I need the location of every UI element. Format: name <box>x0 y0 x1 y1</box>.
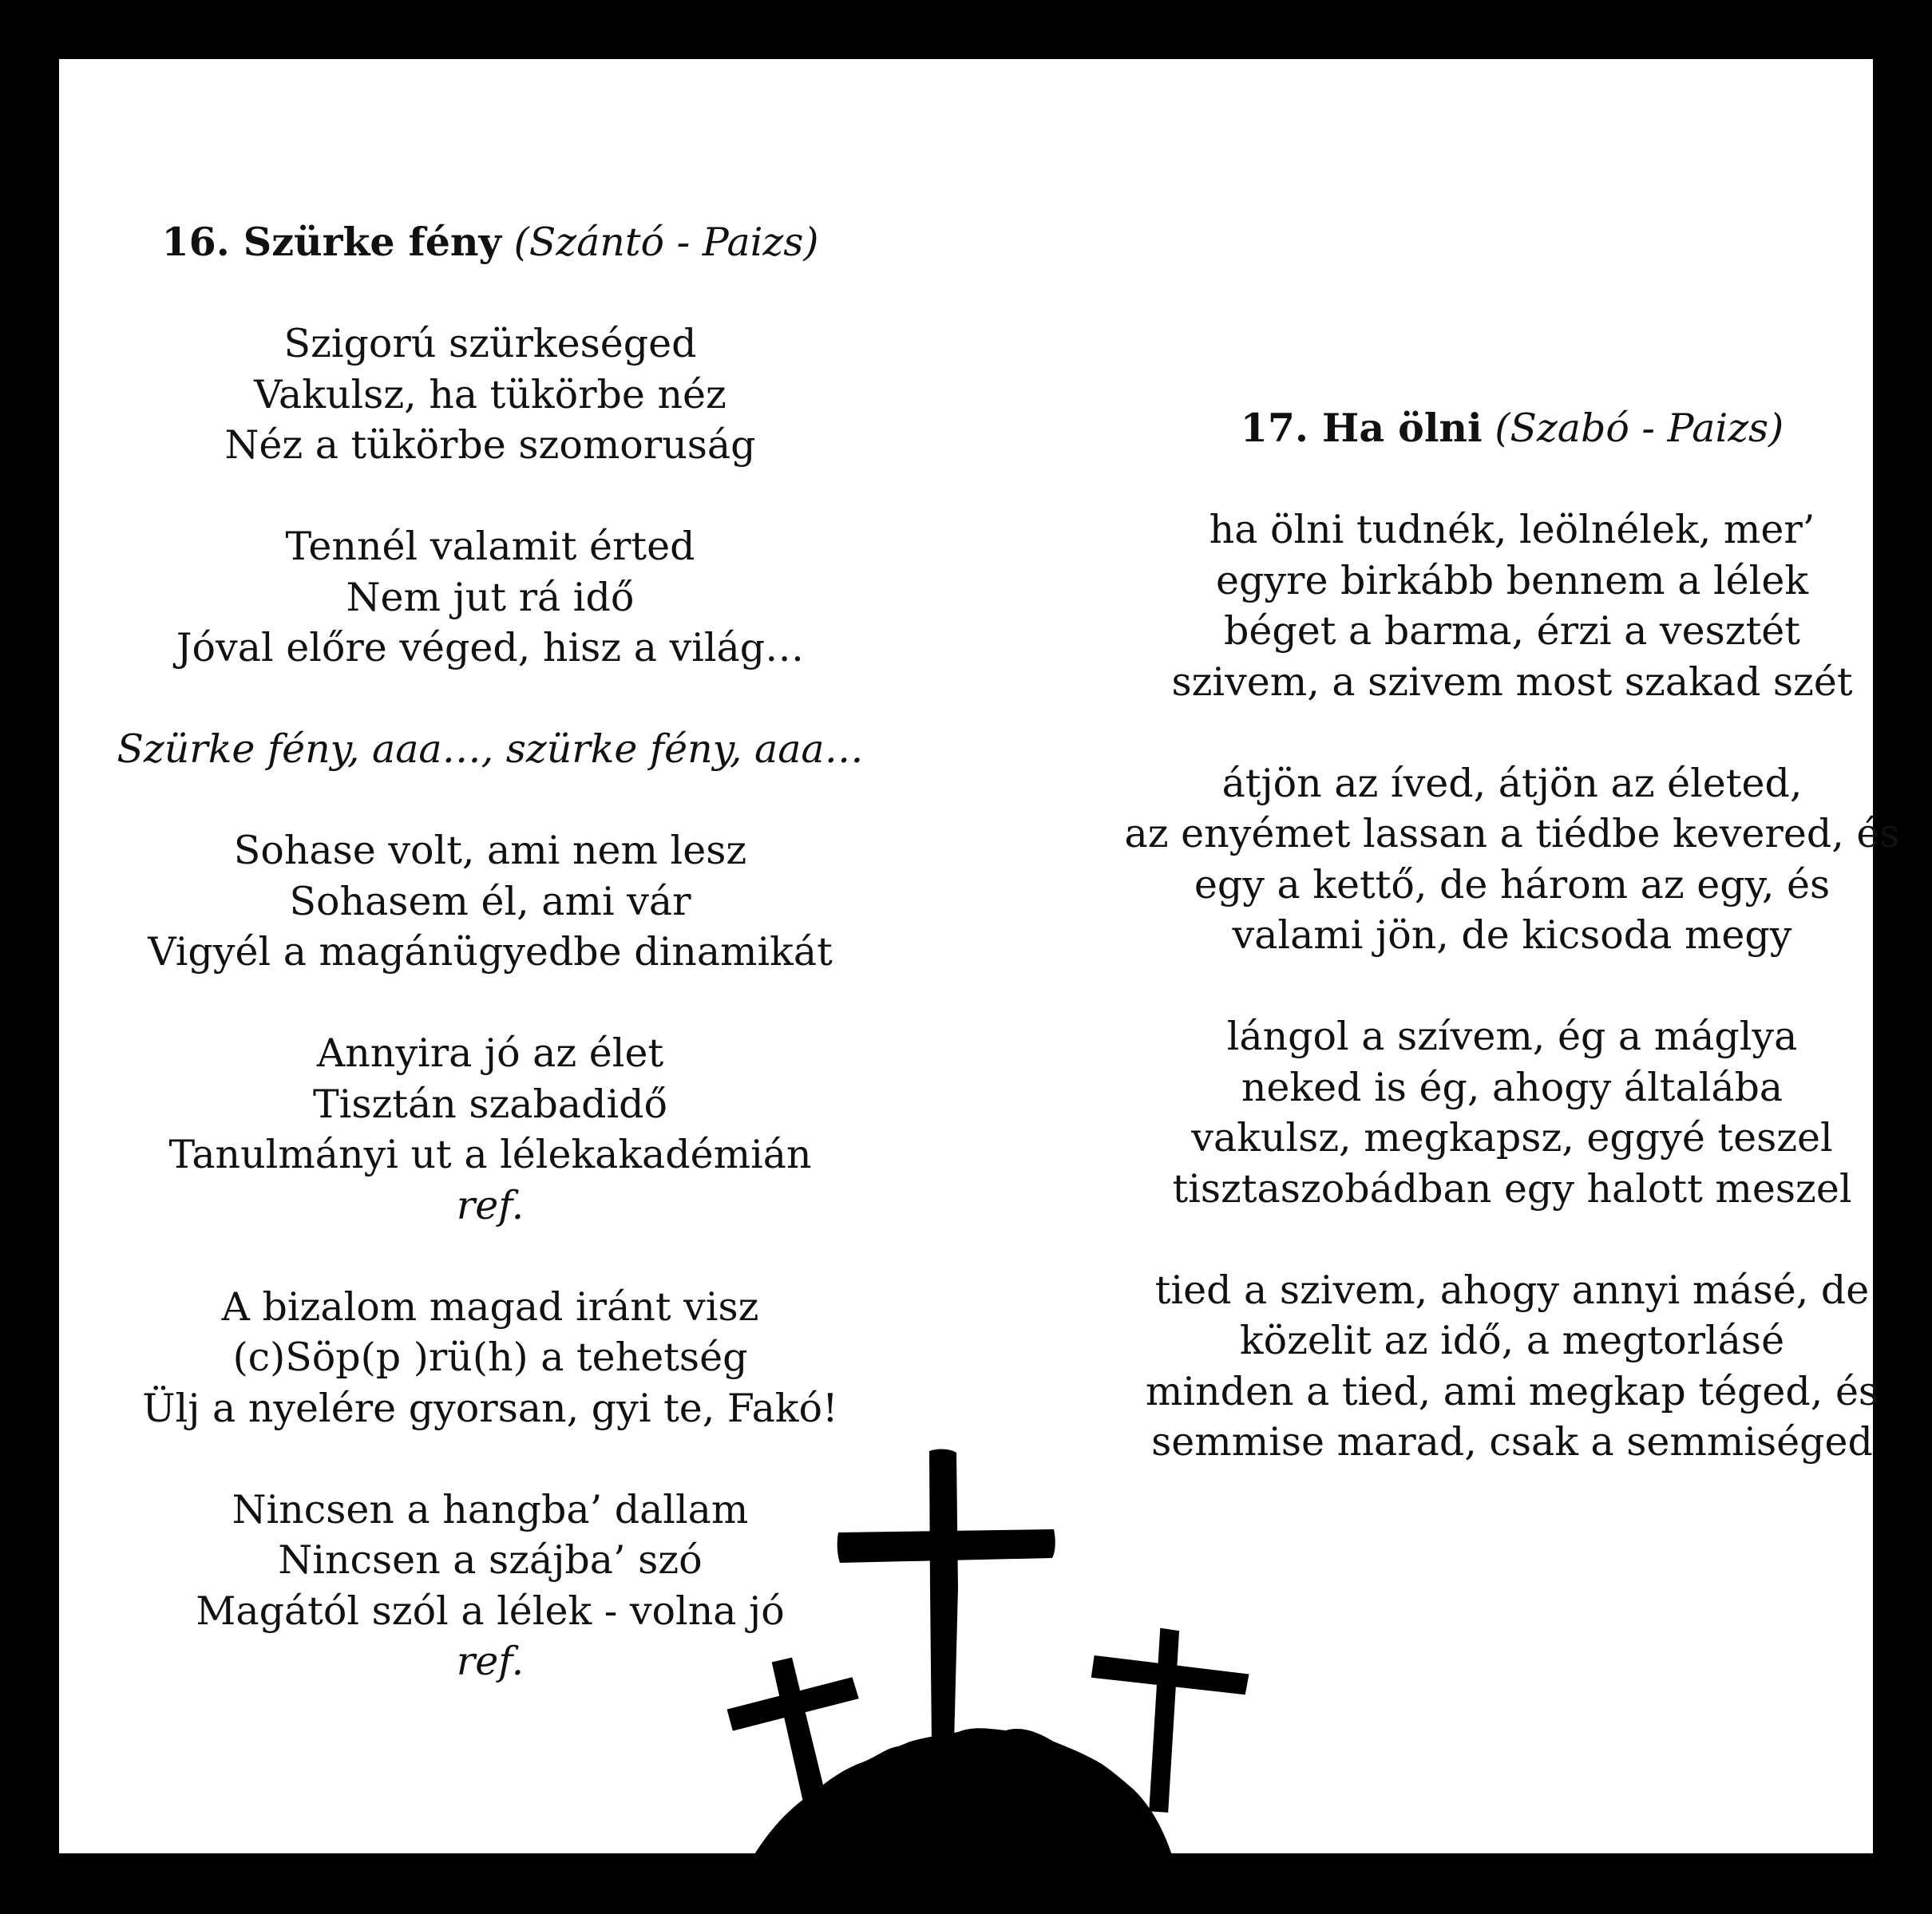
lyric-line: egy a kettő, de három az egy, és <box>1194 861 1831 908</box>
song-16-refrain <box>75 724 905 775</box>
lyric-line: Vigyél a magánügyedbe dinamikát <box>148 929 833 975</box>
song-16-stanza-3 <box>75 825 905 978</box>
song-17-lyrics <box>1049 403 1932 1468</box>
three-crosses-on-hill-icon <box>623 1429 1261 1914</box>
lyric-line: közelit az idő, a megtorlásé <box>1239 1318 1785 1363</box>
lyric-line: minden a tied, ami megkap téged, és <box>1145 1368 1879 1414</box>
lyric-line: neked is ég, ahogy általába <box>1241 1064 1784 1110</box>
song-16-title <box>75 217 905 268</box>
lyric-line: Tennél valamit érted <box>285 524 695 569</box>
song-17-stanza-2 <box>1049 758 1932 961</box>
song-17-title-authors: (Szabó - Paizs) <box>1495 405 1784 451</box>
song-16-stanza-2 <box>75 521 905 674</box>
refrain-marker: ref. <box>456 1639 525 1684</box>
lyric-line: semmise marad, csak a semmiséged <box>1151 1419 1873 1465</box>
lyric-line: (c)Söp(p )rü(h) a tehetség <box>232 1335 748 1380</box>
lyric-line: Jóval előre véged, hisz a világ… <box>176 625 805 670</box>
lyric-line: lángol a szívem, ég a máglya <box>1226 1014 1798 1059</box>
lyric-line: Annyira jó az élet <box>316 1030 664 1076</box>
lyric-line: Nincsen a szájba’ szó <box>278 1537 703 1583</box>
lyric-line: valami jön, de kicsoda megy <box>1232 912 1792 958</box>
lyric-line: Szigorú szürkeséged <box>283 321 697 366</box>
song-16-stanza-4 <box>75 1028 905 1231</box>
lyric-line: Sohase volt, ami nem lesz <box>233 828 747 873</box>
lyric-line: vakulsz, megkapsz, eggyé teszel <box>1191 1115 1833 1161</box>
lyric-line: A bizalom magad iránt visz <box>221 1283 759 1330</box>
center-cross <box>837 1449 1055 1745</box>
lyric-line: Sohasem él, ami vár <box>289 878 691 924</box>
lyric-line: Ülj a nyelére gyorsan, gyi te, Fakó! <box>142 1385 838 1431</box>
song-17-stanza-3 <box>1049 1011 1932 1214</box>
song-16-stanza-1 <box>75 318 905 471</box>
song-17-title-name: 17. Ha ölni <box>1240 405 1483 451</box>
lyric-line: Nem jut rá idő <box>346 574 635 620</box>
lyric-line: szivem, a szivem most szakad szét <box>1171 658 1853 705</box>
lyric-line: ha ölni tudnék, leölnélek, mer’ <box>1209 507 1815 552</box>
lyric-line: Tanulmányi ut a lélekakadémián <box>168 1132 812 1177</box>
song-16-title-authors: (Szántó - Paizs) <box>513 219 819 265</box>
song-17-title <box>1049 403 1932 454</box>
lyric-line: Vakulsz, ha tükörbe néz <box>254 371 726 417</box>
lyric-line: tisztaszobádban egy halott meszel <box>1172 1165 1852 1212</box>
song-17-stanza-1 <box>1049 504 1932 707</box>
lyric-line: Magától szól a lélek - volna jó <box>196 1588 785 1634</box>
lyric-line: béget a barma, érzi a vesztét <box>1224 608 1800 654</box>
lyric-line: átjön az íved, átjön az életed, <box>1221 760 1803 806</box>
refrain-line: Szürke fény, aaa…, szürke fény, aaa… <box>117 726 864 772</box>
song-16-stanza-5 <box>75 1282 905 1434</box>
song-16-title-name: 16. Szürke fény <box>161 219 501 265</box>
lyric-line: tied a szivem, ahogy annyi másé, de <box>1154 1267 1870 1313</box>
lyric-line: egyre birkább bennem a lélek <box>1215 557 1809 603</box>
lyric-line: az enyémet lassan a tiédbe kevered, és <box>1124 811 1900 856</box>
lyric-line: Tisztán szabadidő <box>312 1081 667 1127</box>
refrain-marker: ref. <box>456 1182 525 1228</box>
lyric-line: Néz a tükörbe szomoruság <box>224 422 756 468</box>
lyric-line: Nincsen a hangba’ dallam <box>232 1486 749 1532</box>
